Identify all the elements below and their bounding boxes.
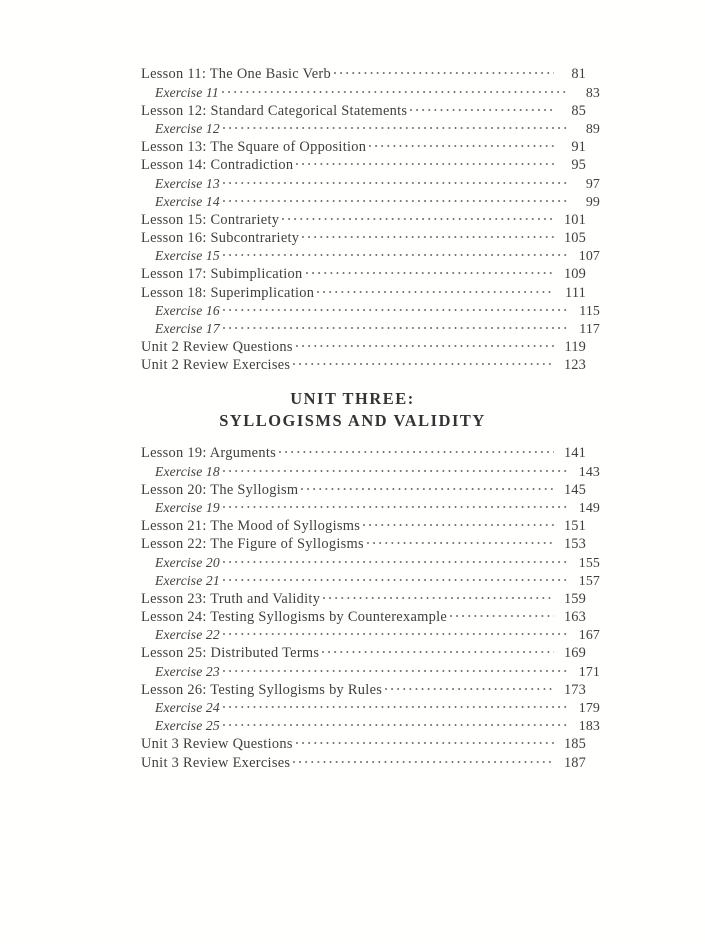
toc-entry-page-number: 159: [563, 590, 586, 607]
toc-leader-dots: [223, 173, 568, 187]
toc-entry-page-number: 89: [585, 121, 600, 137]
toc-leader-dots: [363, 516, 554, 530]
toc-leader-dots: [301, 479, 554, 493]
toc-entry-page-number: 83: [585, 85, 600, 101]
toc-entry[interactable]: [141, 716, 600, 734]
toc-entry-title: Lesson 18: Superimplication: [141, 284, 315, 301]
toc-entry-page-number: 179: [578, 701, 600, 716]
toc-entry-title: Lesson 24: Testing Syllogisms by Counterexample: [141, 609, 448, 625]
toc-entry-title: Lesson 25: Distributed Terms: [141, 645, 320, 662]
toc-leader-dots: [223, 716, 568, 730]
toc-leader-dots: [279, 443, 554, 457]
toc-leader-dots: [223, 246, 568, 260]
toc-entry-title: Exercise 23: [155, 663, 220, 679]
toc-entry[interactable]: [141, 752, 586, 770]
toc-entry-title: Lesson 21: The Mood of Syllogisms: [141, 518, 361, 534]
toc-entry-title: Exercise 19: [155, 499, 220, 515]
toc-entry-title: Exercise 24: [155, 700, 220, 716]
toc-entry-page-number: 185: [563, 736, 586, 753]
toc-entry[interactable]: [141, 534, 586, 552]
toc-entry[interactable]: [141, 589, 586, 607]
toc-leader-dots: [369, 137, 554, 151]
toc-entry-page-number: 111: [565, 284, 586, 301]
toc-entry[interactable]: [141, 443, 586, 461]
toc-entry-title: Unit 3 Review Questions: [141, 736, 293, 753]
toc-entry-title: Exercise 12: [155, 120, 220, 136]
toc-leader-dots: [296, 155, 554, 169]
toc-entry-title: Exercise 15: [155, 248, 220, 264]
unit-three-heading: [0, 388, 705, 432]
toc-leader-dots: [223, 698, 568, 712]
toc-leader-dots: [296, 337, 554, 351]
toc-leader-dots: [322, 643, 554, 657]
toc-entry-page-number: 85: [571, 102, 586, 119]
toc-leader-dots: [293, 752, 554, 766]
toc-entry-title: Unit 3 Review Exercises: [141, 754, 291, 771]
toc-entry-title: Exercise 16: [155, 302, 220, 318]
toc-leader-dots: [296, 734, 554, 748]
toc-entry[interactable]: [141, 337, 586, 355]
toc-leader-dots: [293, 355, 554, 369]
toc-entry-title: Lesson 13: The Square of Opposition: [141, 139, 367, 155]
toc-entry-page-number: 141: [563, 445, 586, 462]
toc-entry-title: Lesson 15: Contrariety: [141, 211, 280, 228]
toc-entry-title: Lesson 14: Contradiction: [141, 157, 294, 174]
toc-leader-dots: [223, 191, 568, 205]
toc-entry-page-number: 97: [585, 176, 600, 192]
toc-entry[interactable]: [141, 282, 586, 300]
toc-leader-dots: [410, 100, 554, 114]
toc-entry-title: Lesson 19: Arguments: [141, 445, 277, 462]
toc-entry-page-number: 107: [578, 249, 600, 265]
toc-leader-dots: [222, 82, 568, 96]
toc-section-unit-three: [141, 443, 600, 771]
toc-leader-dots: [223, 570, 568, 584]
toc-entry[interactable]: [141, 661, 600, 679]
toc-entry-title: Lesson 12: Standard Categorical Statements: [141, 102, 408, 119]
toc-entry-title: Lesson 22: The Figure of Syllogisms: [141, 536, 364, 553]
toc-entry[interactable]: [141, 137, 586, 155]
toc-leader-dots: [282, 210, 554, 224]
toc-entry-page-number: 167: [578, 628, 600, 644]
toc-entry[interactable]: [141, 228, 586, 246]
toc-entry[interactable]: [141, 319, 600, 337]
toc-entry[interactable]: [141, 64, 586, 82]
toc-entry-page-number: 105: [563, 230, 586, 246]
toc-leader-dots: [223, 498, 568, 512]
toc-entry-title: Lesson 20: The Syllogism: [141, 481, 299, 498]
toc-entry-title: Exercise 14: [155, 193, 220, 209]
toc-entry[interactable]: [141, 516, 586, 534]
toc-entry[interactable]: [141, 119, 600, 137]
toc-entry-page-number: 163: [563, 609, 586, 625]
toc-entry[interactable]: [141, 191, 600, 209]
unit-three-heading-line-2: SYLLOGISMS AND VALIDITY: [219, 411, 486, 430]
toc-entry-page-number: 169: [563, 645, 586, 662]
toc-entry-title: Exercise 17: [155, 321, 220, 337]
toc-entry-title: Lesson 26: Testing Syllogisms by Rules: [141, 681, 383, 698]
toc-entry[interactable]: [141, 461, 600, 479]
toc-entry-title: Exercise 22: [155, 627, 220, 643]
toc-entry-page-number: 99: [585, 194, 600, 210]
toc-leader-dots: [223, 119, 568, 133]
toc-entry-page-number: 109: [563, 266, 586, 283]
toc-entry-title: Exercise 20: [155, 554, 220, 570]
unit-three-heading-line-1: UNIT THREE:: [290, 389, 415, 408]
toc-entry-title: Unit 2 Review Exercises: [141, 357, 291, 374]
toc-entry-title: Exercise 11: [155, 84, 219, 100]
toc-leader-dots: [302, 228, 554, 242]
toc-entry-page-number: 157: [578, 573, 600, 589]
toc-entry[interactable]: [141, 679, 586, 697]
toc-entry[interactable]: [141, 698, 600, 716]
toc-entry[interactable]: [141, 264, 586, 282]
toc-section-unit-two-continued: [141, 64, 600, 374]
toc-leader-dots: [223, 552, 568, 566]
toc-leader-dots: [223, 461, 568, 475]
toc-leader-dots: [385, 679, 554, 693]
toc-entry-page-number: 95: [571, 157, 586, 174]
toc-leader-dots: [223, 661, 568, 675]
toc-entry-title: Lesson 17: Subimplication: [141, 266, 303, 283]
toc-entry-title: Lesson 11: The One Basic Verb: [141, 66, 331, 83]
toc-entry[interactable]: [141, 607, 586, 625]
toc-entry[interactable]: [141, 246, 600, 264]
toc-leader-dots: [317, 282, 554, 296]
toc-entry-page-number: 155: [578, 555, 600, 571]
toc-entry-title: Lesson 16: Subcontrariety: [141, 230, 300, 246]
toc-entry-page-number: 153: [563, 536, 586, 553]
toc-entry[interactable]: [141, 210, 586, 228]
toc-entry-page-number: 151: [563, 518, 586, 534]
toc-entry-title: Exercise 21: [155, 572, 220, 588]
toc-entry[interactable]: [141, 643, 586, 661]
toc-entry[interactable]: [141, 498, 600, 516]
toc-entry-page-number: 149: [578, 500, 600, 516]
toc-entry[interactable]: [141, 570, 600, 588]
toc-entry[interactable]: [141, 734, 586, 752]
toc-entry-page-number: 183: [578, 719, 600, 734]
toc-entry-title: Exercise 18: [155, 463, 220, 479]
toc-entry-page-number: 101: [563, 211, 586, 228]
toc-entry-page-number: 119: [564, 339, 586, 355]
toc-entry[interactable]: [141, 100, 586, 118]
toc-entry[interactable]: [141, 625, 600, 643]
toc-entry-page-number: 173: [563, 681, 586, 698]
toc-leader-dots: [223, 300, 568, 314]
toc-leader-dots: [223, 625, 568, 639]
toc-entry-page-number: 143: [578, 464, 600, 480]
toc-entry-page-number: 91: [571, 139, 586, 155]
toc-entry-page-number: 81: [571, 66, 586, 83]
toc-entry-title: Exercise 25: [155, 718, 220, 734]
toc-entry-title: Unit 2 Review Questions: [141, 339, 293, 355]
toc-leader-dots: [450, 607, 554, 621]
toc-leader-dots: [306, 264, 555, 278]
toc-entry[interactable]: [141, 173, 600, 191]
toc-entry[interactable]: [141, 355, 586, 373]
toc-entry[interactable]: [141, 155, 586, 173]
toc-entry-title: Lesson 23: Truth and Validity: [141, 590, 321, 607]
toc-entry[interactable]: [141, 552, 600, 570]
toc-entry-page-number: 145: [563, 481, 586, 498]
toc-entry-page-number: 187: [563, 754, 586, 771]
toc-entry-page-number: 117: [579, 322, 600, 337]
toc-entry-page-number: 171: [578, 664, 600, 680]
toc-entry-page-number: 115: [579, 303, 600, 319]
toc-leader-dots: [223, 319, 568, 333]
toc-leader-dots: [323, 589, 554, 603]
toc-leader-dots: [334, 64, 554, 78]
toc-leader-dots: [367, 534, 554, 548]
toc-entry-page-number: 123: [563, 357, 586, 374]
toc-entry[interactable]: [141, 82, 600, 100]
toc-entry-title: Exercise 13: [155, 175, 220, 191]
toc-entry[interactable]: [141, 479, 586, 497]
toc-entry[interactable]: [141, 300, 600, 318]
